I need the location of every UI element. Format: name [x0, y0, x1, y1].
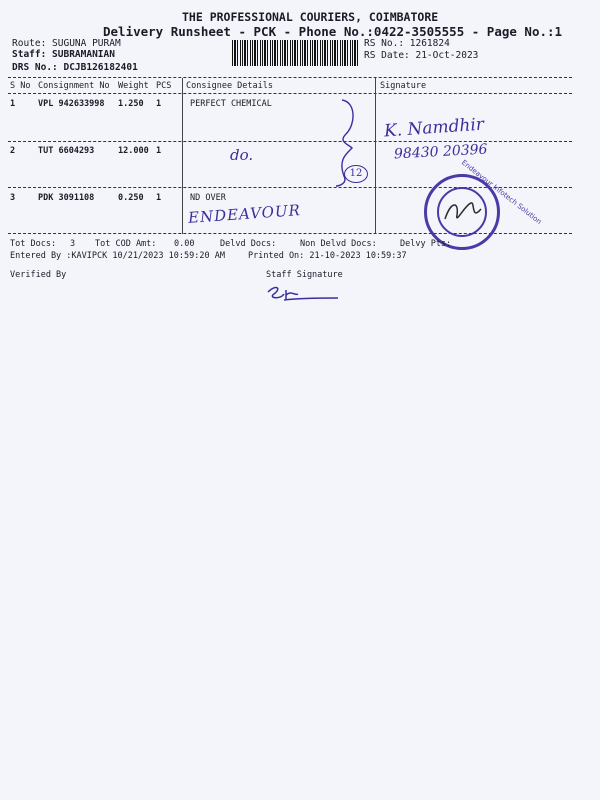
- entered-by: Entered By :KAVIPCK 10/21/2023 10:59:20 AM: [10, 251, 225, 261]
- row-weight: 12.000: [118, 146, 149, 156]
- row-pcs: 1: [156, 193, 162, 203]
- col-consignment: Consignment No: [38, 81, 110, 91]
- col-divider: [182, 78, 183, 234]
- header-rule: [8, 93, 572, 94]
- staff-signature-label: Staff Signature: [266, 270, 343, 280]
- endeavour-handwriting: ENDEAVOUR: [187, 201, 302, 227]
- col-weight: Weight: [118, 81, 149, 91]
- col-signature: Signature: [380, 81, 427, 91]
- table-top-rule: [8, 77, 572, 78]
- delvd-docs-label: Delvd Docs:: [220, 239, 277, 249]
- row-pcs: 1: [156, 99, 162, 109]
- count-mark: [344, 165, 368, 183]
- row-pcs: 1: [156, 146, 162, 156]
- barcode: [232, 40, 360, 66]
- printed-on: Printed On: 21-10-2023 10:59:37: [248, 251, 407, 261]
- stamp-signature: [441, 197, 487, 227]
- row-sno: 2: [10, 146, 16, 156]
- ditto-mark: do.: [230, 146, 254, 164]
- delvy-pts-label: Delvy Pts:: [400, 239, 452, 249]
- col-sno: S No: [10, 81, 31, 91]
- route-label: Route: SUGUNA PURAM: [12, 38, 121, 49]
- receiver-name: K. Namdhir: [383, 114, 485, 142]
- tot-docs-value: 3: [70, 239, 76, 249]
- staff-signature: [264, 282, 344, 306]
- row-consignment: PDK 3091108: [38, 193, 95, 203]
- row-consignment: TUT 6604293: [38, 146, 95, 156]
- tot-cod-value: 0.00: [174, 239, 195, 249]
- tot-cod-label: Tot COD Amt:: [95, 239, 157, 249]
- verified-by: Verified By: [10, 270, 67, 280]
- col-pcs: PCS: [156, 81, 172, 91]
- company-title: THE PROFESSIONAL COURIERS, COIMBATORE: [182, 10, 439, 24]
- non-delvd-docs-label: Non Delvd Docs:: [300, 239, 377, 249]
- stamp-text: Endeavour Infotech Solution: [459, 158, 544, 226]
- receiver-phone: 98430 20396: [393, 141, 488, 163]
- row-weight: 0.250: [118, 193, 144, 203]
- row-consignee: ND OVER: [190, 193, 226, 203]
- tot-docs-label: Tot Docs:: [10, 239, 57, 249]
- row-consignee: PERFECT CHEMICAL: [190, 99, 272, 109]
- rs-date: RS Date: 21-Oct-2023: [364, 50, 479, 61]
- staff-label: Staff: SUBRAMANIAN: [12, 49, 115, 60]
- row-weight: 1.250: [118, 99, 144, 109]
- col-consignee: Consignee Details: [186, 81, 273, 91]
- rs-number: RS No.: 1261824: [364, 38, 450, 49]
- count-value: 12: [349, 168, 363, 179]
- row-sno: 3: [10, 193, 16, 203]
- row-sno: 1: [10, 99, 16, 109]
- row-consignment: VPL 942633998: [38, 99, 105, 109]
- runsheet-title: Delivery Runsheet - PCK - Phone No.:0422-3505555 - Page No.:1: [103, 24, 563, 39]
- drs-number: DRS No.: DCJB126182401: [12, 62, 138, 73]
- col-divider: [375, 78, 376, 234]
